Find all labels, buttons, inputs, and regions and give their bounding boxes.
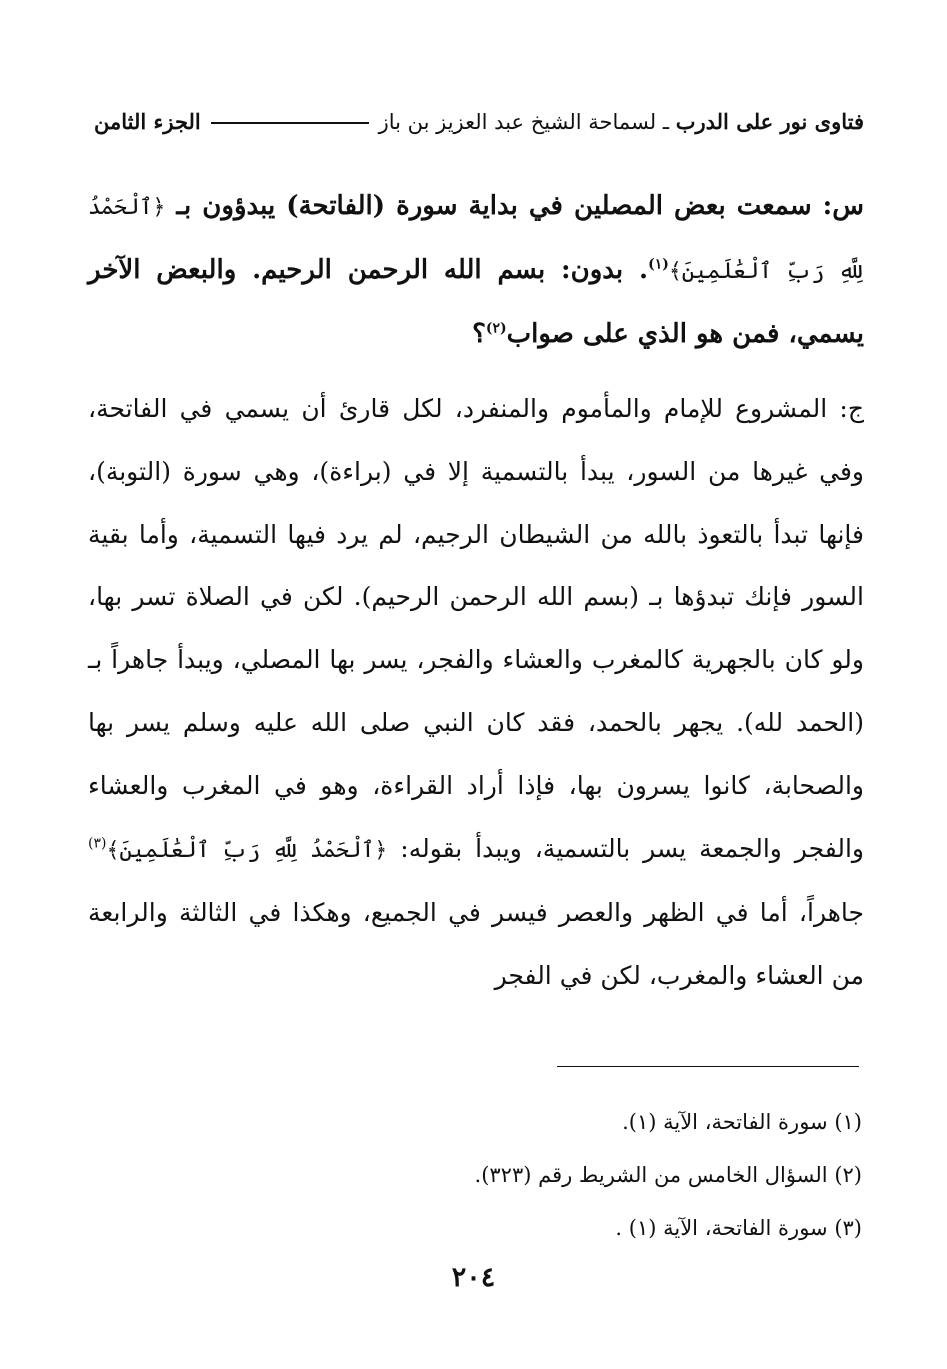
question-line-2: . بدون: بسم الله الرحمن الرحيم. (252, 255, 649, 285)
header-rule (211, 122, 369, 124)
quran-verse: ﴿ٱلْحَمْدُ لِلَّهِ رَبِّ ٱلْعَٰلَمِينَ﴾ (106, 837, 388, 863)
footnote-3: (٣) سورة الفاتحة، الآية (١) . (615, 1216, 862, 1240)
quran-verse: ﴿ٱلْحَمْدُ لِلَّهِ رَبِّ ٱلْعَٰلَمِينَ﴾ (88, 195, 864, 284)
footnote-separator (557, 1066, 859, 1067)
question-line-1: س: سمعت بعض المصلين في بداية سورة (الفاتحة) يبدؤون بـ (176, 191, 865, 221)
footnote-2: (٢) السؤال الخامس من الشريط رقم (٣٢٣). (474, 1163, 862, 1187)
footnote-ref-2: (٢) (485, 320, 507, 337)
series-title: فتاوى نور على الدرب (675, 108, 864, 134)
question-end-mark: ؟ (472, 319, 486, 349)
footnotes (300, 1096, 862, 1255)
answer-paragraph (88, 378, 864, 1008)
running-header (94, 104, 864, 138)
answer-text-1: ج: المشروع للإمام والمأموم والمنفرد، لكل قارئ أن يسمي في الفاتحة، وفي غيرها من السور، يبدأ بالتسمية إلا في (براءة)، وهي سورة (التوبة)، فإنها تبدأ بالتعوذ بالله من الشيطان الرجيم، لم يرد فيها التسمية، وأما بقية السور فإنك تبدؤها بـ (بسم الله الرحمن الرحيم). لكن في الصلاة تسر بها، ولو كان بالجهرية كالمغرب والعشاء والفجر، يسر بها المصلي، ويبدأ جاهراً بـ (الحمد لله). يجهر بالحمد، فقد كان النبي صلى الله عليه وسلم يسر بها والصحابة، كانوا يسرون بها، فإذا أراد القراءة، وهو في المغرب والعشاء والفجر والجمعة يسر بالتسمية، ويبدأ بقوله: (88, 394, 864, 863)
footnote-ref-1: (١) (648, 256, 669, 273)
question-paragraph (88, 175, 864, 366)
footnote-ref-3: (٣) (88, 835, 107, 852)
author-name: ـ لسماحة الشيخ عبد العزيز بن باز (378, 109, 670, 134)
answer-text-2: جاهراً، أما في الظهر والعصر فيسر في الجميع، وهكذا في الثالثة والرابعة من العشاء والمغرب، لكن في الفجر (88, 898, 864, 991)
part-label: الجزء الثامن (94, 108, 201, 134)
page-number: ٢٠٤ (451, 1262, 496, 1293)
question-line-3: والبعض الآخر يسمي، فمن هو الذي على صواب (88, 255, 864, 349)
footnote-1: (١) سورة الفاتحة، الآية (١). (622, 1110, 862, 1134)
header-title-group (379, 109, 864, 134)
